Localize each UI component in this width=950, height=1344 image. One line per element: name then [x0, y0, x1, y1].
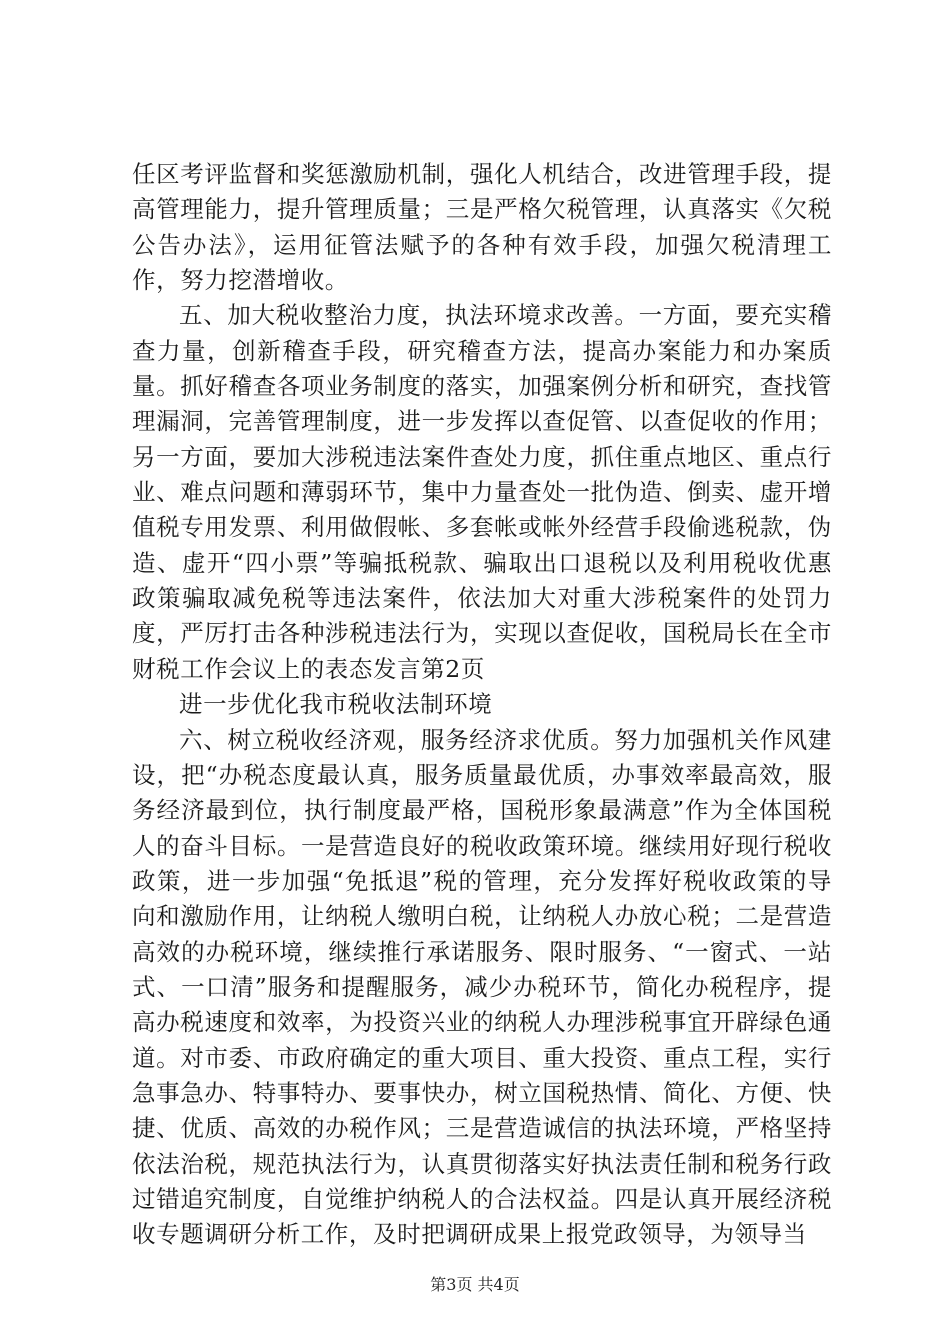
document-body [132, 157, 832, 1253]
page-footer: 第3页 共4页 [430, 1275, 520, 1294]
body-paragraph: 六、树立税收经济观，服务经济求优质。努力加强机关作风建设，把“办税态度最认真，服务质量最优质，办事效率最高效，服务经济最到位，执行制度最严格，国税形象最满意”作为全体国税人的奋斗目标。一是营造良好的税收政策环境。继续用好现行税收政策，进一步加强“免抵退”税的管理，充分发挥好税收政策的导向和激励作用，让纳税人缴明白税，让纳税人办放心税；二是营造高效的办税环境，继续推行承诺服务、限时服务、“一窗式、一站式、一口清”服务和提醒服务，减少办税环节，简化办税程序，提高办税速度和效率，为投资兴业的纳税人办理涉税事宜开辟绿色通道。对市委、市政府确定的重大项目、重大投资、重点工程，实行急事急办、特事特办、要事快办，树立国税热情、简化、方便、快捷、优质、高效的办税作风；三是营造诚信的执法环境，严格坚持依法治税，规范执法行为，认真贯彻落实好执法责任制和税务行政过错追究制度，自觉维护纳税人的合法权益。四是认真开展经济税收专题调研分析工作，及时把调研成果上报党政领导，为领导当 [132, 725, 832, 1249]
body-paragraph: 任区考评监督和奖惩激励机制，强化人机结合，改进管理手段，提高管理能力，提升管理质量；三是严格欠税管理，认真落实《欠税公告办法》，运用征管法赋予的各种有效手段，加强欠税清理工作，努力挖潜增收。 [132, 160, 832, 295]
body-paragraph: 进一步优化我市税收法制环境 [179, 690, 493, 719]
body-paragraph: 五、加大税收整治力度，执法环境求改善。一方面，要充实稽查力量，创新稽查手段，研究稽查方法，提高办案能力和办案质量。抓好稽查各项业务制度的落实，加强案例分析和研究，查找管理漏洞，完善管理制度，进一步发挥以查促管、以查促收的作用；另一方面，要加大涉税违法案件查处力度，抓住重点地区、重点行业、难点问题和薄弱环节，集中力量查处一批伪造、倒卖、虚开增值税专用发票、利用做假帐、多套帐或帐外经营手段偷逃税款，伪造、虚开“四小票”等骗抵税款、骗取出口退税以及利用税收优惠政策骗取减免税等违法案件，依法加大对重大涉税案件的处罚力度，严厉打击各种涉税违法行为，实现以查促收，国税局长在全市财税工作会议上的表态发言第2页 [132, 301, 832, 683]
